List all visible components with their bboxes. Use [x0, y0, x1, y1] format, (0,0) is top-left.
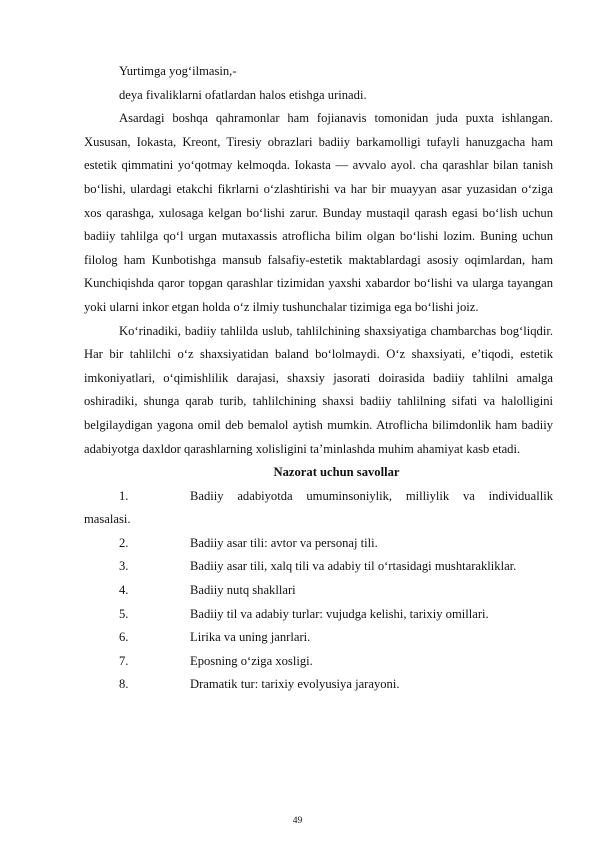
list-item-text: Badiiy asar tili: avtor va personaj tili.: [190, 535, 378, 550]
list-item-text: Eposning o‘ziga xosligi.: [190, 653, 313, 668]
list-item: [84, 626, 553, 650]
list-item: [84, 579, 553, 603]
list-item: [84, 555, 553, 579]
list-item-number: 8.: [119, 677, 129, 692]
list-item: [84, 603, 553, 627]
list-item-number: 4.: [119, 583, 129, 598]
list-item-number: 6.: [119, 630, 129, 645]
list-item-text: Badiiy nutq shakllari: [190, 583, 296, 598]
list-item-text: Badiiy asar tili, xalq tili va adabiy til o‘rtasidagi mushtarakliklar.: [190, 559, 517, 574]
list-item: [84, 532, 553, 556]
list-item: [84, 650, 553, 674]
list-item-number: 2.: [119, 535, 129, 550]
list-item-number: 1.: [119, 488, 129, 503]
paragraph: Ko‘rinadiki, badiiy tahlilda uslub, tahlilchining shaxsiyatiga chambarchas bog‘liqdir. Har bir tahlilchi o‘z shaxsiyatidan baland bo‘lolmaydi. O‘z shaxsiyati, e’tiqodi, estetik imkoniyatlari, o‘qimishlilik darajasi, shaxsiy jasorati doirasida badiiy tahlilni amalga oshiradiki, shunga qarab turib, tahlilchining shaxsi badiiy tahlilning sifati va halolligini belgilaydigan yagona omil deb bemalol aytish mumkin. Atroflicha bilimdonlik ham badiiy adabiyotga daxldor qarashlarning xolisligini ta’minlashda muhim ahamiyat kasb etadi.: [84, 323, 553, 456]
document-page: [84, 60, 553, 697]
list-item-text: Badiiy adabiyotda umuminsoniylik, milliylik va individuallik: [190, 488, 553, 503]
list-item-number: 5.: [119, 606, 129, 621]
page-number: 49: [292, 816, 303, 826]
questions-list: [84, 485, 553, 697]
list-item-text: Lirika va uning janrlari.: [190, 630, 311, 645]
text-line: Yurtimga yog‘ilmasin,-: [119, 64, 237, 78]
list-item: [84, 485, 553, 509]
section-heading: Nazorat uchun savollar: [273, 465, 400, 480]
paragraph: Asardagi boshqa qahramonlar ham fojianavis tomonidan juda puxta ishlangan. Xususan, Iokasta, Kreont, Tiresiy obrazlari badiiy barkamolligi tufayli hanuzgacha ham estetik qimmatini yo‘qotmay kelmoqda. Iokasta — avvalo ayol. cha qarashlar bilan tanish bo‘lishi, ulardagi etakchi fikrlarni o‘zlashtirishi va har bir muayyan asar yuzasidan o‘ziga xos qarashga, xulosaga kelgan bo‘lishi zarur. Bunday mustaqil qarash egasi bo‘lish uchun badiiy tahlilga qo‘l urgan mutaxassis atroflicha bilim olgan bo‘lishi lozim. Buning uchun filolog ham Kunbotishga mansub falsafiy-estetik maktablardagi asosiy oqimlardan, ham Kunchiqishda qaror topgan qarashlar tizimidan yaxshi xabardor bo‘lishi va ularga tayangan yoki ularni inkor etgan holda o‘z ilmiy tushunchalar tizimiga ega bo‘lishi joiz.: [84, 111, 553, 314]
list-item-number: 3.: [119, 559, 129, 574]
list-item-continuation: masalasi.: [84, 512, 131, 527]
text-line: deya fivaliklarni ofatlardan halos etishga urinadi.: [119, 87, 367, 102]
list-item-text: Dramatik tur: tarixiy evolyusiya jarayoni.: [190, 677, 400, 692]
list-item-text: Badiiy til va adabiy turlar: vujudga kelishi, tarixiy omillari.: [190, 606, 489, 621]
list-item: [84, 673, 553, 697]
list-item-number: 7.: [119, 653, 129, 668]
